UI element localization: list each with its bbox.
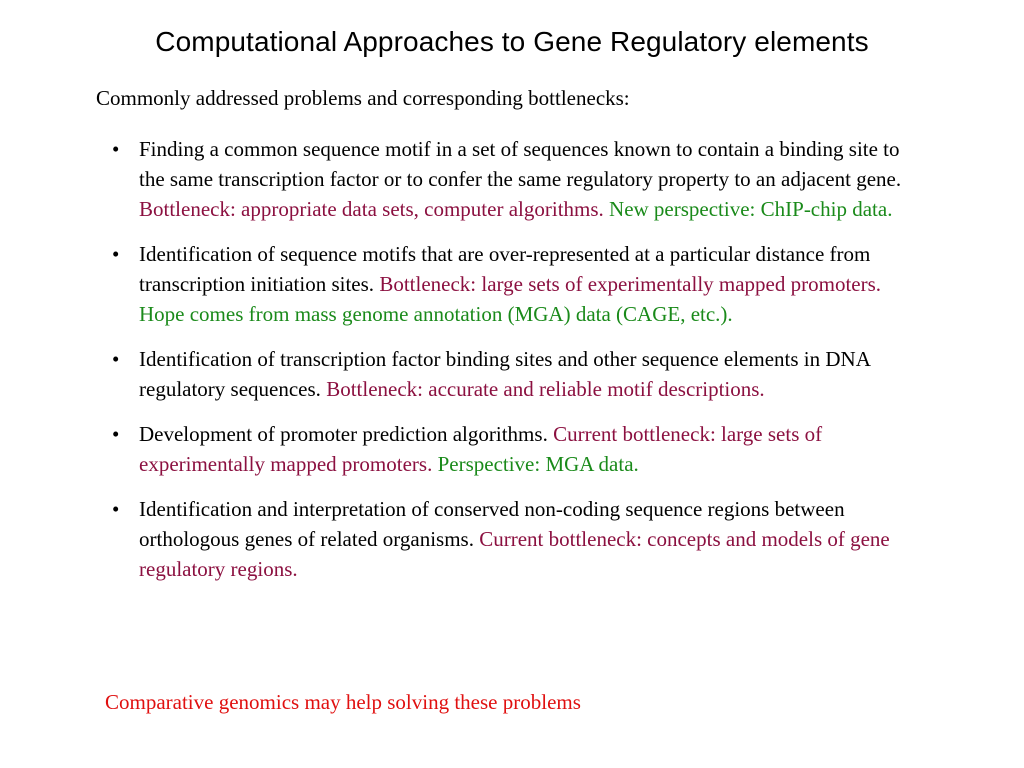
bullet-marker: • xyxy=(112,347,120,371)
bullet-item-binding-sites xyxy=(112,344,912,404)
bullet-item-motif-finding xyxy=(112,134,912,224)
bullet-item-conserved-regions xyxy=(112,494,912,584)
slide-title: Computational Approaches to Gene Regulatory elements xyxy=(155,26,869,57)
bullet-text: Identification of transcription factor binding sites and other sequence elements in DNA regulatory sequences. xyxy=(139,347,870,401)
bullet-perspective: Perspective: MGA data. xyxy=(437,452,639,476)
bullet-bottleneck: Bottleneck: appropriate data sets, computer algorithms. xyxy=(139,197,610,221)
problems-bullet-list xyxy=(112,134,912,599)
bullet-marker: • xyxy=(112,497,120,521)
bullet-item-promoter-prediction xyxy=(112,419,912,479)
bullet-bottleneck: Bottleneck: accurate and reliable motif descriptions. xyxy=(326,377,765,401)
bullet-marker: • xyxy=(112,422,120,446)
bullet-text: Identification of sequence motifs that are over-represented at a particular distance from transcription initiation sites. xyxy=(139,242,871,296)
bullet-text: Identification and interpretation of conserved non-coding sequence regions between orthologous genes of related organisms. xyxy=(139,497,845,551)
bullet-text: Development of promoter prediction algorithms. xyxy=(139,422,554,446)
bullet-bottleneck: Current bottleneck: large sets of experimentally mapped promoters. xyxy=(139,422,823,476)
bullet-perspective: Hope comes from mass genome annotation (MGA) data (CAGE, etc.). xyxy=(139,302,733,326)
conclusion-text: Comparative genomics may help solving these problems xyxy=(105,690,581,714)
bullet-bottleneck: Bottleneck: large sets of experimentally mapped promoters. xyxy=(379,272,882,296)
bullet-marker: • xyxy=(112,242,120,266)
bullet-perspective: New perspective: ChIP-chip data. xyxy=(609,197,893,221)
bullet-item-over-represented-motifs xyxy=(112,239,912,329)
slide-subtitle: Commonly addressed problems and corresponding bottlenecks: xyxy=(96,86,630,110)
bullet-marker: • xyxy=(112,137,120,161)
bullet-bottleneck: Current bottleneck: concepts and models of gene regulatory regions. xyxy=(139,527,890,581)
bullet-text: Finding a common sequence motif in a set of sequences known to contain a binding site to the same transcription factor or to confer the same regulatory property to an adjacent gene. xyxy=(139,137,902,191)
